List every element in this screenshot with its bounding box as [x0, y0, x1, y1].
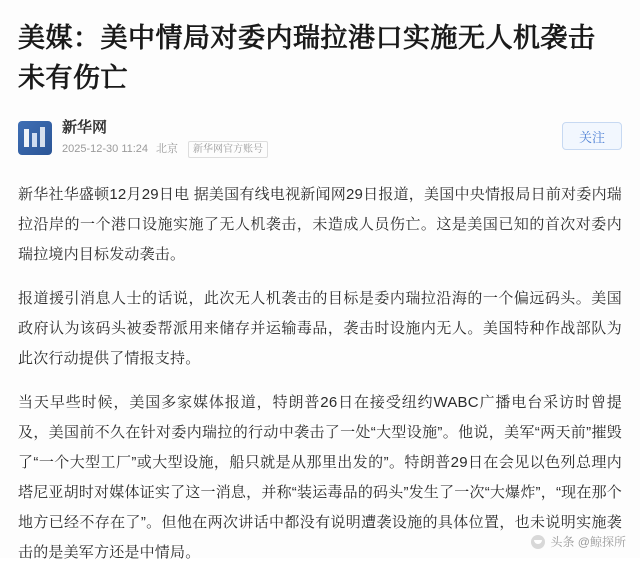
- watermark-text: 头条 @鲸探所: [550, 535, 626, 549]
- meta-sub-row: [62, 141, 268, 158]
- article-paragraph: 报道援引消息人士的话说，此次无人机袭击的目标是委内瑞拉沿海的一个偏远码头。美国政府认为该码头被委帮派用来储存并运输毒品，袭击时设施内无人。美国特种作战部队为此次行动提供了情报支持。: [18, 290, 622, 367]
- source-info: [62, 119, 268, 158]
- article-paragraph: 新华社华盛顿12月29日电 据美国有线电视新闻网29日报道，美国中央情报局日前对委内瑞拉沿岸的一个港口设施实施了无人机袭击，未造成人员伤亡。这是美国已知的首次对委内瑞拉境内目标发动袭击。: [18, 186, 622, 263]
- page-title: 美媒：美中情局对委内瑞拉港口实施无人机袭击 未有伤亡: [18, 23, 596, 93]
- publish-location: 北京: [156, 143, 179, 155]
- watermark: [531, 533, 626, 550]
- xinhua-logo-icon: [18, 121, 52, 155]
- publish-date: 2025-12-30 11:24: [62, 143, 149, 155]
- article-body: [18, 180, 622, 568]
- article-meta: [18, 116, 622, 160]
- follow-button[interactable]: 关注: [562, 122, 622, 150]
- account-tag: 新华网官方账号: [188, 141, 268, 158]
- source-name[interactable]: 新华网: [62, 118, 108, 136]
- whale-avatar-icon: [531, 535, 545, 549]
- article-paragraph: 当天早些时候，美国多家媒体报道，特朗普26日在接受纽约WABC广播电台采访时曾提及，美国前不久在针对委内瑞拉的行动中袭击了一处“大型设施”。他说，美军“两天前”摧毁了“一个大型工厂”或大型设施，船只就是从那里出发的”。特朗普29日在会见以色列总理内塔尼亚胡时对媒体证实了这一消息，并称“装运毒品的码头”发生了一次“大爆炸”，“现在那个地方已经不存在了”。但他在两次讲话中都没有说明遭袭设施的具体位置，也未说明实施袭击的是美军方还是中情局。: [18, 394, 622, 561]
